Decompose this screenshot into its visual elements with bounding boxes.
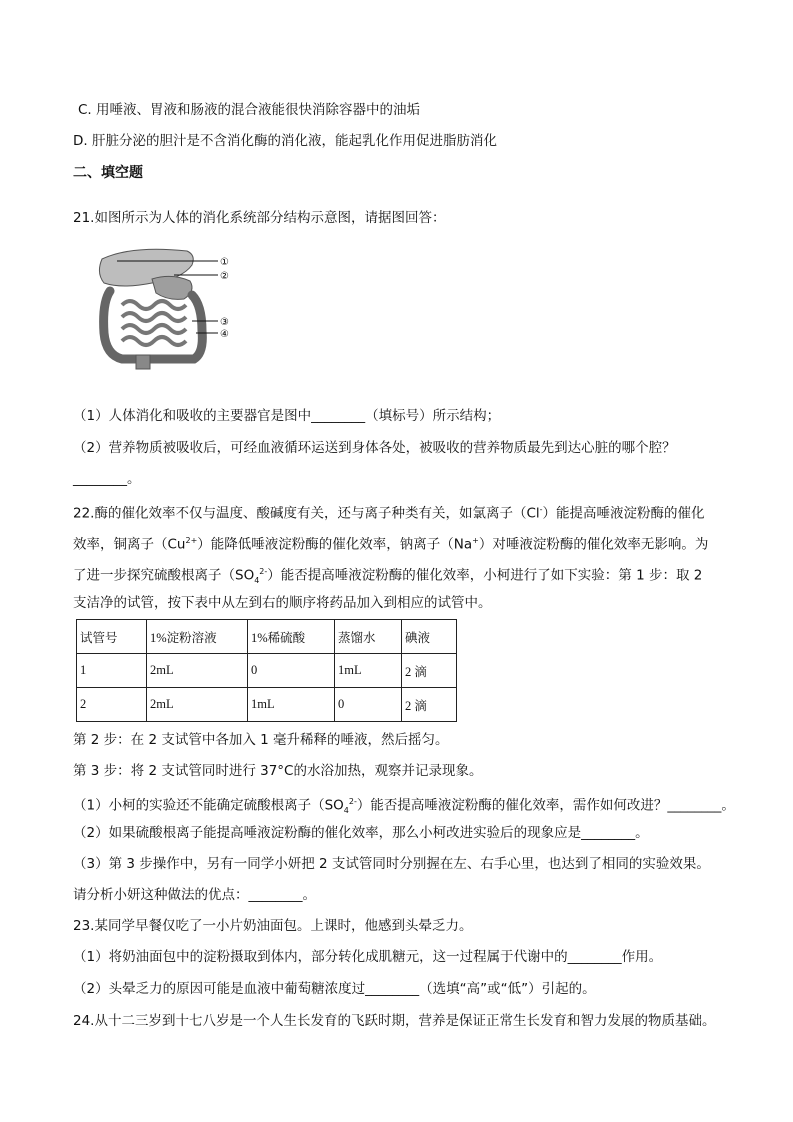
q22-line3-b: ）能否提高唾液淀粉酶的催化效率，小柯进行了如下实验：第 1 步：取 2 [267,567,703,584]
table-row [77,654,457,688]
q22-sub1-sup: 2- [348,797,357,806]
q22-line3 [73,563,702,590]
q22-line2-c: ）对唾液淀粉酶的催化效率无影响。为 [478,536,709,553]
q22-sub1-b: ）能否提高唾液淀粉酶的催化效率，需作如何改进？________。 [356,797,735,814]
q22-line3-sub: 4 [254,576,260,586]
q22-line2-sup2: + [472,536,479,545]
q22-line2-sup1: 2+ [185,536,198,545]
table-cell: 1mL [335,654,402,688]
experiment-table [76,619,457,722]
option-d: D. 肝脏分泌的胆汁是不含消化酶的消化液，能起乳化作用促进脂肪消化 [73,133,497,149]
q21-stem: 21.如图所示为人体的消化系统部分结构示意图，请据图回答： [73,210,446,226]
table-cell: 0 [248,654,335,688]
table-cell: 2mL [147,688,248,722]
table-header: 蒸馏水 [335,620,402,654]
q22-line3-sup: 2- [259,567,268,576]
q23-stem: 23.某同学早餐仅吃了一小片奶油面包。上课时，他感到头晕乏力。 [73,918,473,934]
table-cell: 2 滴 [402,654,457,688]
figure-label-3: ③ [220,317,229,328]
q24-stem: 24.从十二三岁到十七八岁是一个人生长发育的飞跃时期，营养是保证正常生长发育和智力发展的物质基础。 [73,1013,716,1029]
q22-line1-b: ）能提高唾液淀粉酶的催化 [542,505,705,522]
q22-sub3-a: （3）第 3 步操作中，另有一同学小妍把 2 支试管同时分别握在左、右手心里，也达到了相同的实验效果。 [73,856,710,872]
q22-line3-a: 了进一步探究硫酸根离子（SO [73,567,255,584]
q22-line2-a: 效率，铜离子（Cu [73,536,186,553]
q22-line1-sup: - [539,505,543,514]
figure-label-4: ④ [220,329,229,340]
q22-sub3-b: 请分析小妍这种做法的优点：________。 [73,887,316,903]
figure-label-1: ① [220,257,229,268]
table-cell: 1mL [248,688,335,722]
table-header: 碘液 [402,620,457,654]
table-header: 1%稀硫酸 [248,620,335,654]
figure-label-2: ② [220,271,229,282]
q21-sub2: （2）营养物质被吸收后，可经血液循环运送到身体各处，被吸收的营养物质最先到达心脏的哪个腔？ [73,440,676,456]
q21-sub2-blank: ________。 [73,471,141,487]
q22-line2-b: ）能降低唾液淀粉酶的催化效率，钠离子（Na [197,536,473,553]
q22-sub1-a: （1）小柯的实验还不能确定硫酸根离子（SO [73,797,344,814]
table-row [77,688,457,722]
q23-sub2: （2）头晕乏力的原因可能是血液中葡萄糖浓度过________（选填“高”或“低”）引起的。 [73,981,596,997]
digestive-system-figure [92,243,242,371]
q21-sub1: （1）人体消化和吸收的主要器官是图中________（填标号）所示结构； [73,408,501,424]
section-heading: 二、填空题 [73,165,143,181]
table-cell: 1 [77,654,147,688]
table-cell: 0 [335,688,402,722]
table-header: 1%淀粉溶液 [147,620,248,654]
table-header-row [77,620,457,654]
q22-sub2: （2）如果硫酸根离子能提高唾液淀粉酶的催化效率，那么小柯改进实验后的现象应是________。 [73,825,649,841]
q22-step3: 第 3 步：将 2 支试管同时进行 37°C的水浴加热，观察并记录现象。 [73,763,483,779]
q23-sub1: （1）将奶油面包中的淀粉摄取到体内，部分转化成肌糖元，这一过程属于代谢中的________作用。 [73,949,663,965]
table-cell: 2mL [147,654,248,688]
q22-line2 [73,532,708,554]
q22-line4: 支洁净的试管，按下表中从左到右的顺序将药品加入到相应的试管中。 [73,595,492,611]
table-cell: 2 [77,688,147,722]
q22-step2: 第 2 步：在 2 支试管中各加入 1 毫升稀释的唾液，然后摇匀。 [73,732,449,748]
q22-sub1 [73,793,735,820]
option-c: C. 用唾液、胃液和肠液的混合液能很快消除容器中的油垢 [78,102,421,118]
digestive-system-diagram [92,243,242,371]
q22-sub1-sub: 4 [343,806,349,816]
table-cell: 2 滴 [402,688,457,722]
q22-line1 [73,501,705,523]
q22-line1-a: 22.酶的催化效率不仅与温度、酸碱度有关，还与离子种类有关，如氯离子（Cl [73,505,540,522]
table-header: 试管号 [77,620,147,654]
